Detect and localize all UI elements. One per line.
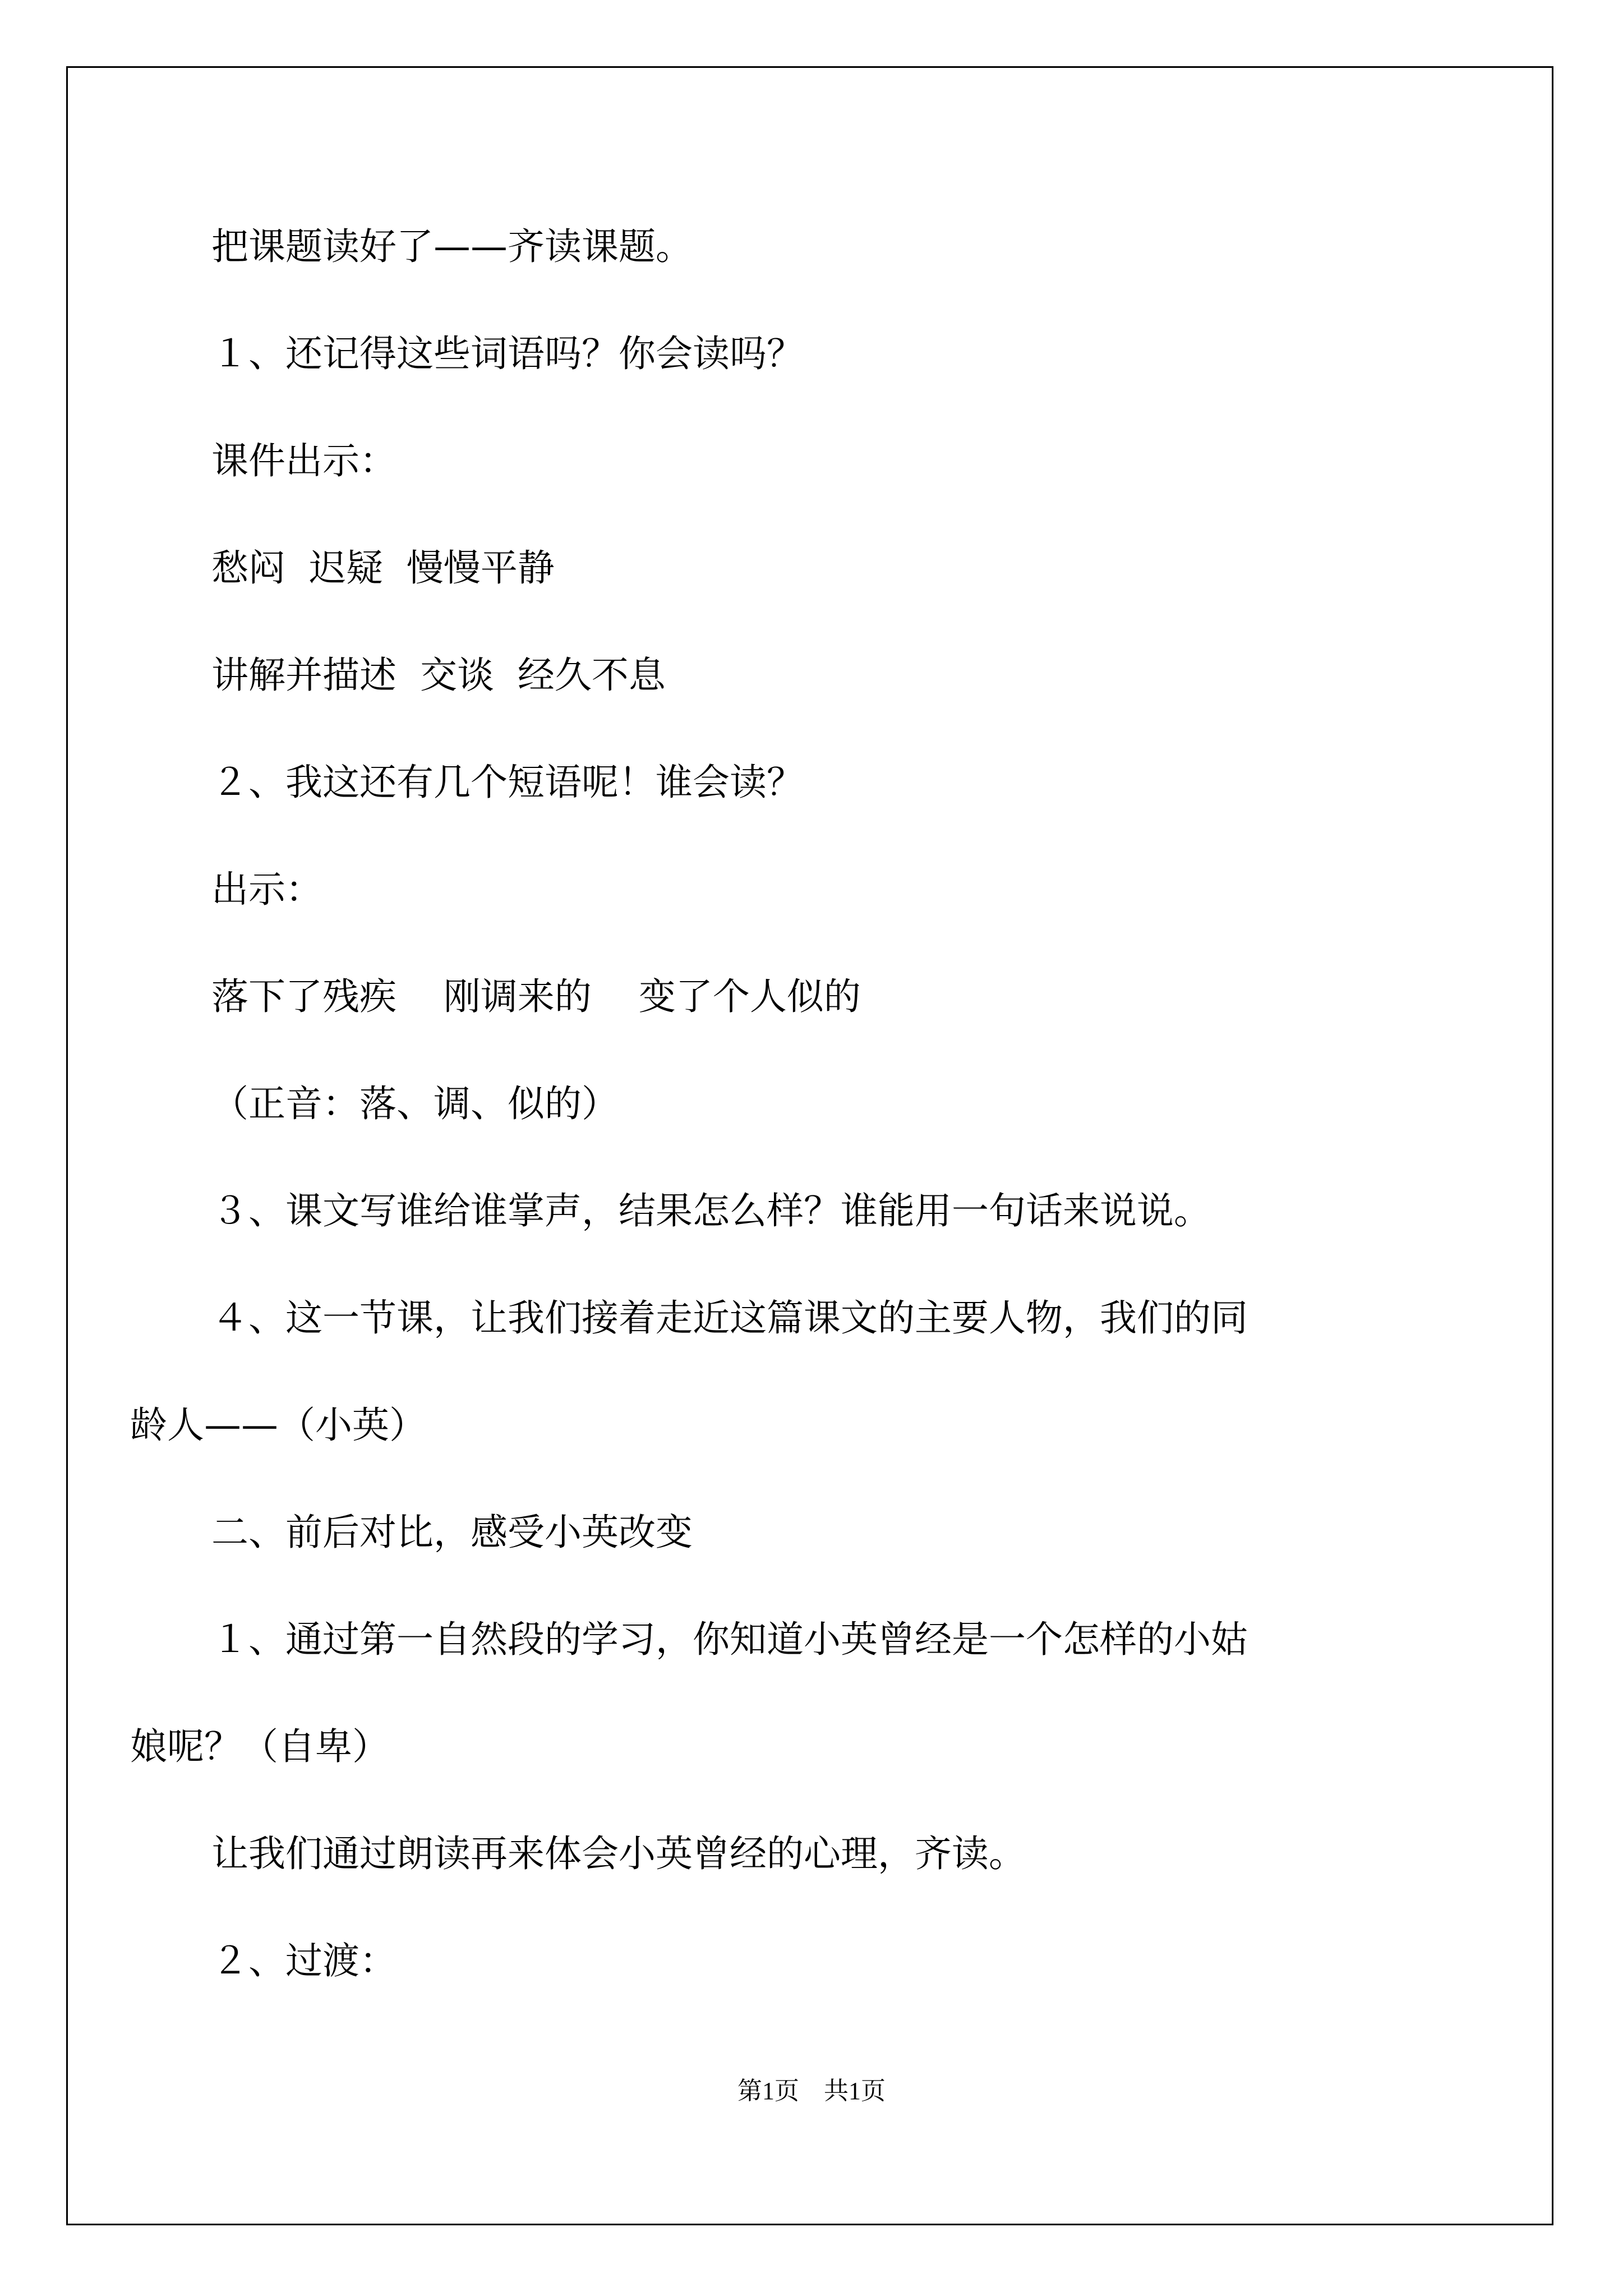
- page-border: [66, 66, 1553, 2225]
- page-number-footer: 第1页 共1页: [737, 2077, 886, 2105]
- paragraph-line: 课件出示：: [211, 439, 396, 482]
- paragraph-line: 娘呢？（自卑）: [130, 1725, 389, 1768]
- paragraph-line: 愁闷 迟疑 慢慢平静: [211, 546, 555, 590]
- paragraph-line: 龄人——（小英）: [130, 1404, 426, 1447]
- paragraph-line: ２、我这还有几个短语呢！谁会读？: [211, 761, 804, 804]
- paragraph-line: 把课题读好了——齐读课题。: [211, 225, 693, 268]
- paragraph-line: ３、课文写谁给谁掌声，结果怎么样？谁能用一句话来说说。: [211, 1189, 1211, 1232]
- paragraph-line: 落下了残疾 刚调来的 变了个人似的: [211, 975, 861, 1018]
- paragraph-line: ４、这一节课，让我们接着走近这篇课文的主要人物，我们的同: [211, 1296, 1248, 1340]
- paragraph-line: 讲解并描述 交谈 经久不息: [211, 654, 666, 697]
- paragraph-line: 二、前后对比，感受小英改变: [211, 1511, 693, 1554]
- paragraph-line: １、通过第一自然段的学习，你知道小英曾经是一个怎样的小姑: [211, 1618, 1248, 1661]
- paragraph-line: 让我们通过朗读再来体会小英曾经的心理，齐读。: [211, 1832, 1026, 1875]
- paragraph-line: ２、过渡：: [211, 1939, 396, 1982]
- paragraph-line: １、还记得这些词语吗？你会读吗？: [211, 332, 804, 375]
- paragraph-line: （正音：落、调、似的）: [211, 1082, 619, 1125]
- paragraph-line: 出示：: [211, 868, 322, 911]
